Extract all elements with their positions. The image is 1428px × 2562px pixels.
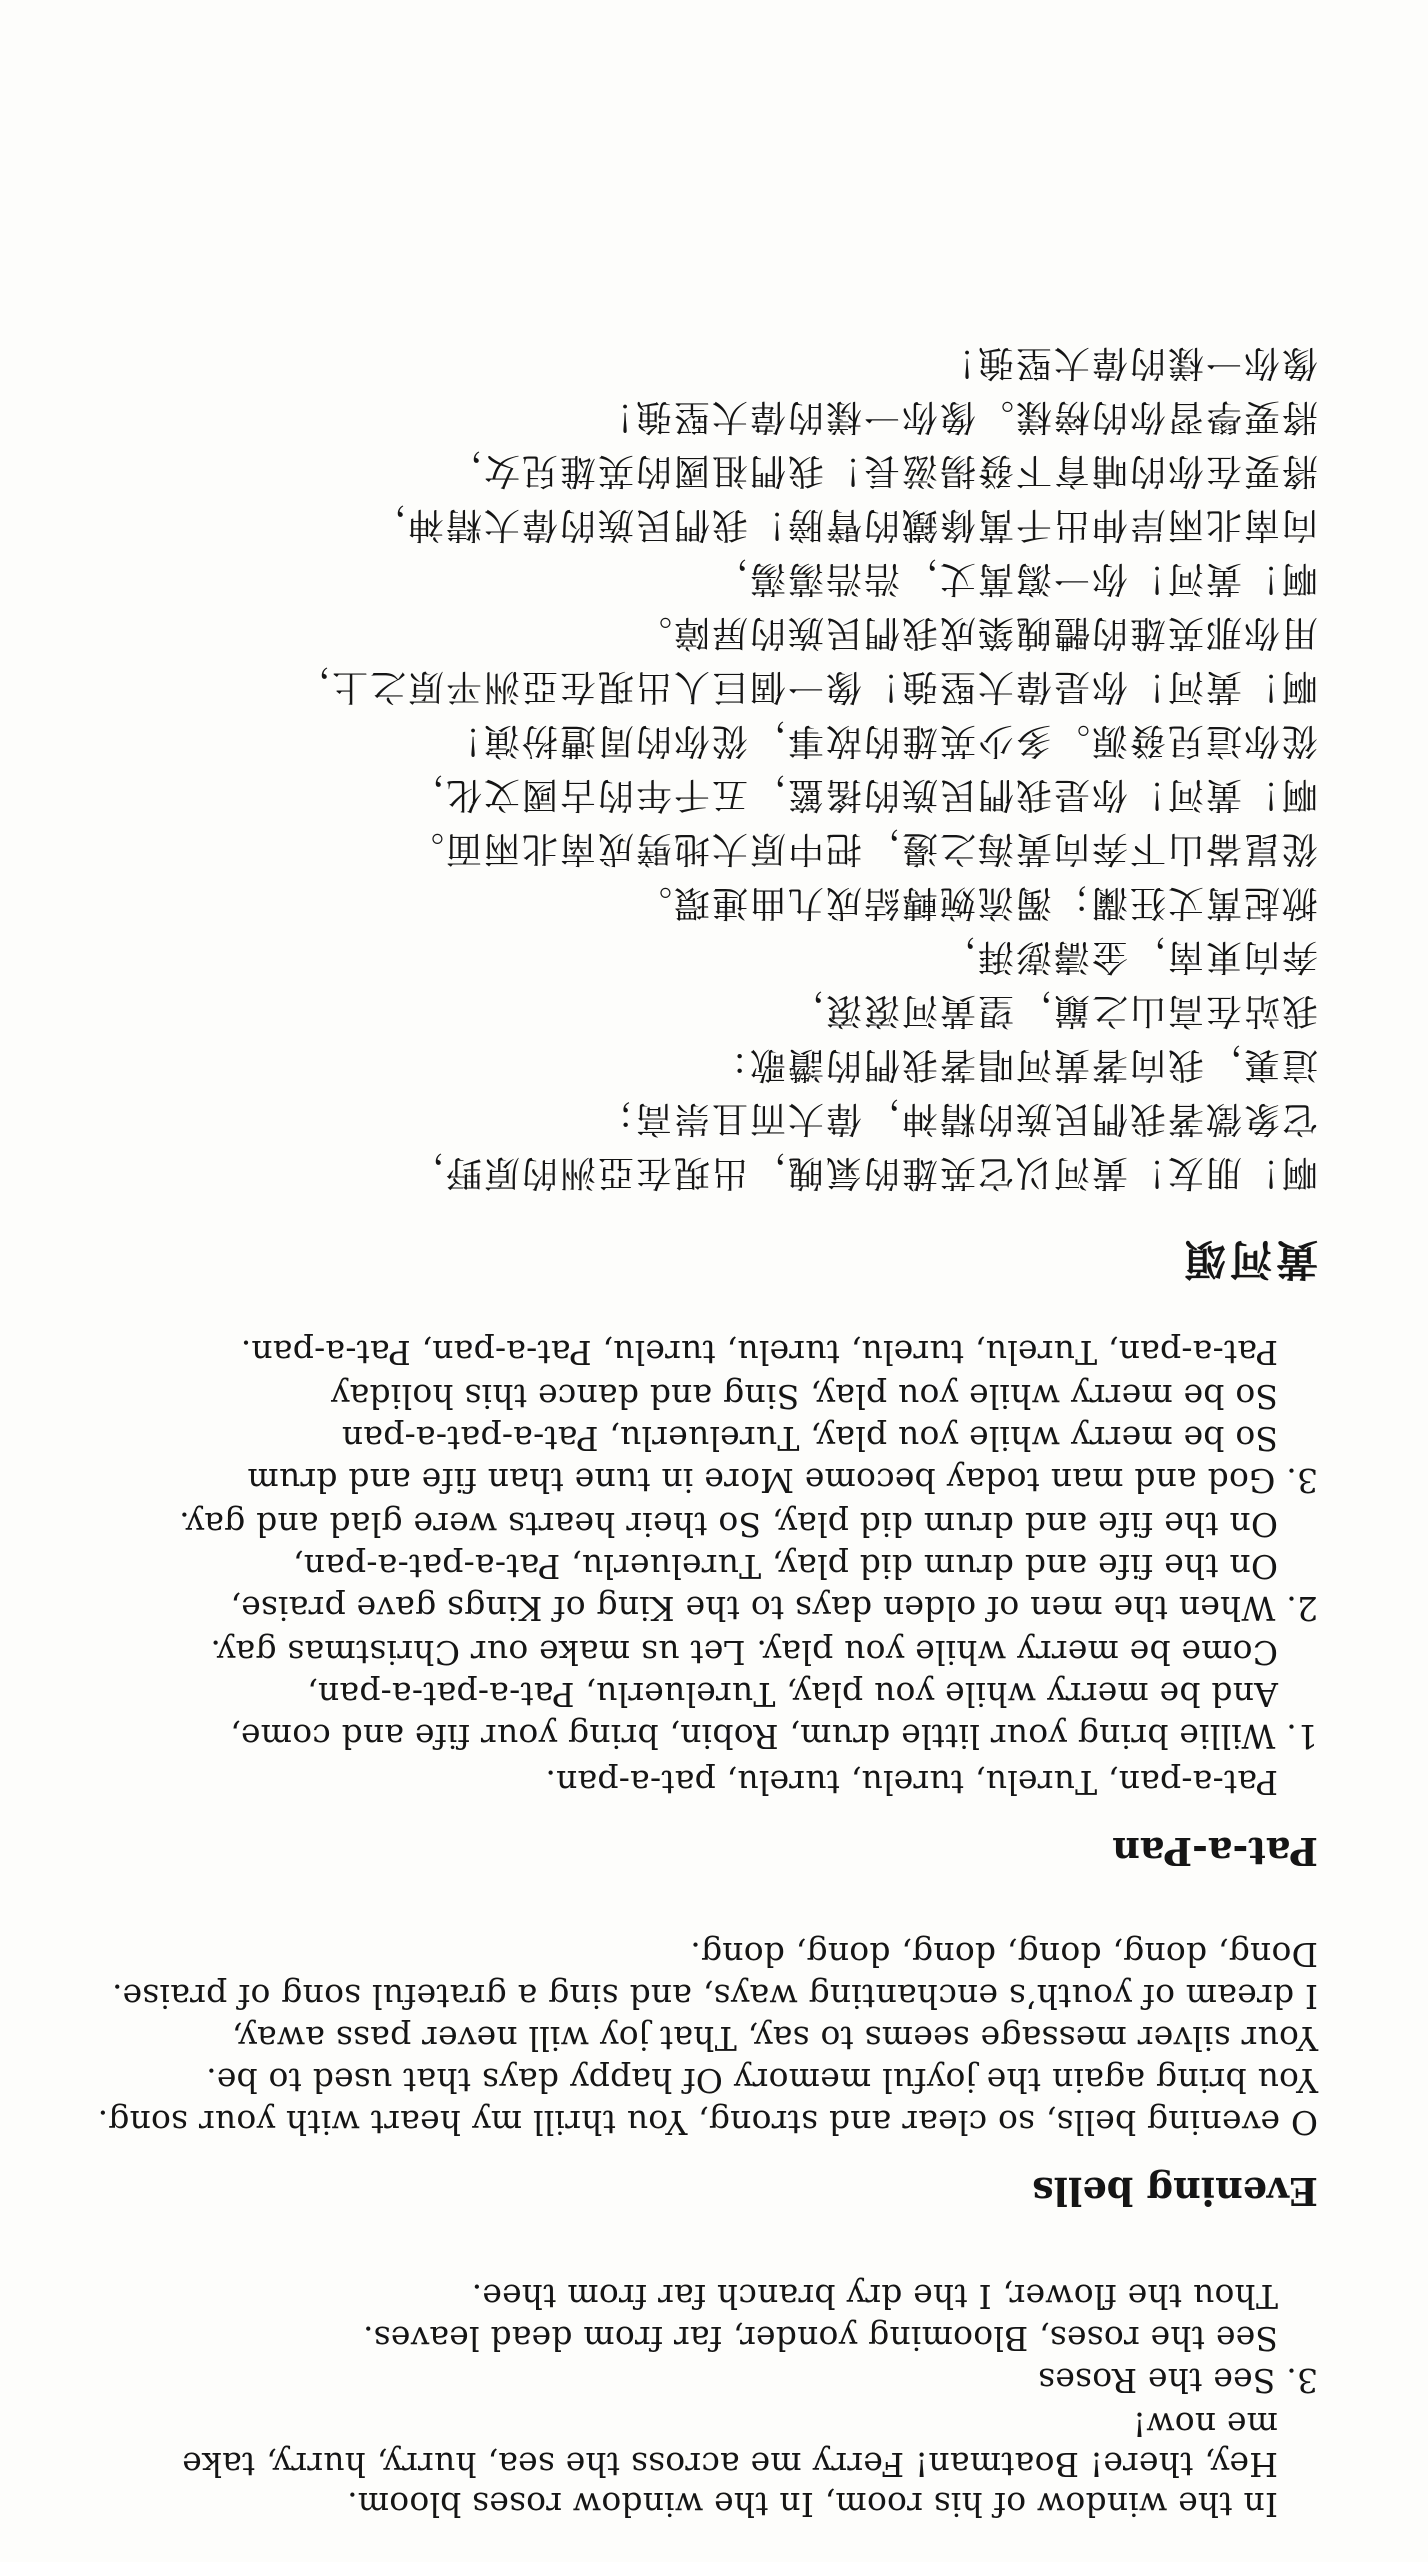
pat-a-pan-line: 3. God and man today become More in tune than fife and drum: [247, 1461, 1318, 1500]
huang-he-song-line: 啊！黃河！你一瀉萬丈，浩浩蕩蕩，: [709, 558, 1318, 599]
pat-a-pan-line: 2. When the men of olden days to the King of Kings gave praise,: [230, 1589, 1318, 1628]
roses-line: Hey, there! Boatman! Ferry me across the sea, hurry, hurry, take: [182, 2445, 1278, 2484]
roses-line: me now!: [1132, 2405, 1278, 2444]
huang-he-song-line: 啊！黃河！你是偉大堅強！像一個巨人出現在亞洲平原之上，: [291, 666, 1318, 707]
pat-a-pan-line: On the fife and drum did play, Tureluerlu, Pat-a-pat-a-pan,: [292, 1547, 1278, 1586]
pat-a-pan-line: Pat-a-pan, Turelu, turelu, turelu, turelu, Pat-a-pan, Pat-a-pan.: [240, 1333, 1278, 1372]
pat-a-pan-line: So be merry while you play, Sing and dance this holiday: [330, 1377, 1278, 1416]
pat-a-pan-title: Pat-a-Pan: [1112, 1829, 1318, 1874]
pat-a-pan-line: And be merry while you play, Tureluerlu, Pat-a-pat-a-pan,: [307, 1675, 1278, 1714]
huang-he-song-line: 將要學習你的榜樣。像你一樣的偉大堅強！: [595, 396, 1318, 437]
pat-a-pan-line: 1. Willie bring your little drum, Robin, bring your fife and come,: [230, 1717, 1318, 1756]
huang-he-song-line: 從崑崙山下奔向黃海之邊，把中原大地劈成南北兩面。: [405, 828, 1318, 869]
evening-bells-line: You bring again the joyful memory Of happy days that used to be.: [205, 2061, 1318, 2100]
huang-he-song-line: 它象徵著我們民族的精神，偉大而且崇高；: [595, 1098, 1318, 1139]
huang-he-song-line: 這裏，我向著黃河唱著我們的讚歌：: [709, 1044, 1318, 1085]
roses-line: See the roses, Blooming yonder, far from dead leaves.: [362, 2319, 1278, 2358]
evening-bells-line: Dong, dong, dong, dong, dong, dong.: [690, 1935, 1318, 1974]
evening-bells-line: I dream of youth’s enchanting ways, and sing a grateful song of praise.: [111, 1977, 1318, 2016]
evening-bells-line: Your silver message seems to say, That joy will never pass away,: [231, 2019, 1318, 2058]
huang-he-song-line: 掀起萬丈狂瀾；濁流婉轉結成九曲連環。: [633, 882, 1318, 923]
huang-he-song-line: 用你那英雄的體魄築成我們民族的屏障。: [633, 612, 1318, 653]
roses-verse-heading: 3. See the Roses: [1038, 2361, 1318, 2400]
huang-he-song-line: 啊！黃河！你是我們民族的搖籃，五千年的古國文化，: [405, 774, 1318, 815]
pat-a-pan-line: So be merry while you play, Tureluerlu, Pat-a-pat-a-pan: [341, 1419, 1278, 1458]
roses-line: In the window of his room, In the window roses bloom.: [346, 2485, 1278, 2524]
pat-a-pan-line: Come be merry while you play. Let us make our Christmas gay.: [210, 1633, 1278, 1672]
huang-he-song-line: 像你一樣的偉大堅強！: [937, 342, 1318, 383]
evening-bells-title: Evening bells: [1032, 2169, 1318, 2214]
huang-he-song-line: 將要在你的哺育下發揚滋長！我們祖國的英雄兒女，: [443, 450, 1318, 491]
pat-a-pan-line: On the fife and drum did play, So their hearts were glad and gay.: [178, 1505, 1278, 1544]
evening-bells-line: O evening bells, so clear and strong, You thrill my heart with your song.: [97, 2103, 1318, 2142]
huang-he-song-line: 奔向東南，金濤澎湃，: [937, 936, 1318, 977]
huang-he-song-line: 從你這兒發源。多少英雄的故事，從你的周遭扮演！: [443, 720, 1318, 761]
huang-he-song-line: 向南北兩岸伸出千萬條鐵的臂膀！我們民族的偉大精神，: [367, 504, 1318, 545]
huang-he-song-title: 黃河頌: [1179, 1235, 1318, 1284]
huang-he-song-line: 我站在高山之巔，望黃河滾滾，: [785, 990, 1318, 1031]
roses-line: Thou the flower, I the dry branch far from thee.: [471, 2277, 1278, 2316]
huang-he-song-line: 啊！朋友！黃河以它英雄的氣魄，出現在亞洲的原野，: [405, 1152, 1318, 1193]
pat-a-pan-line: Pat-a-pan, Turelu, turelu, turelu, pat-a-pan.: [545, 1763, 1278, 1802]
